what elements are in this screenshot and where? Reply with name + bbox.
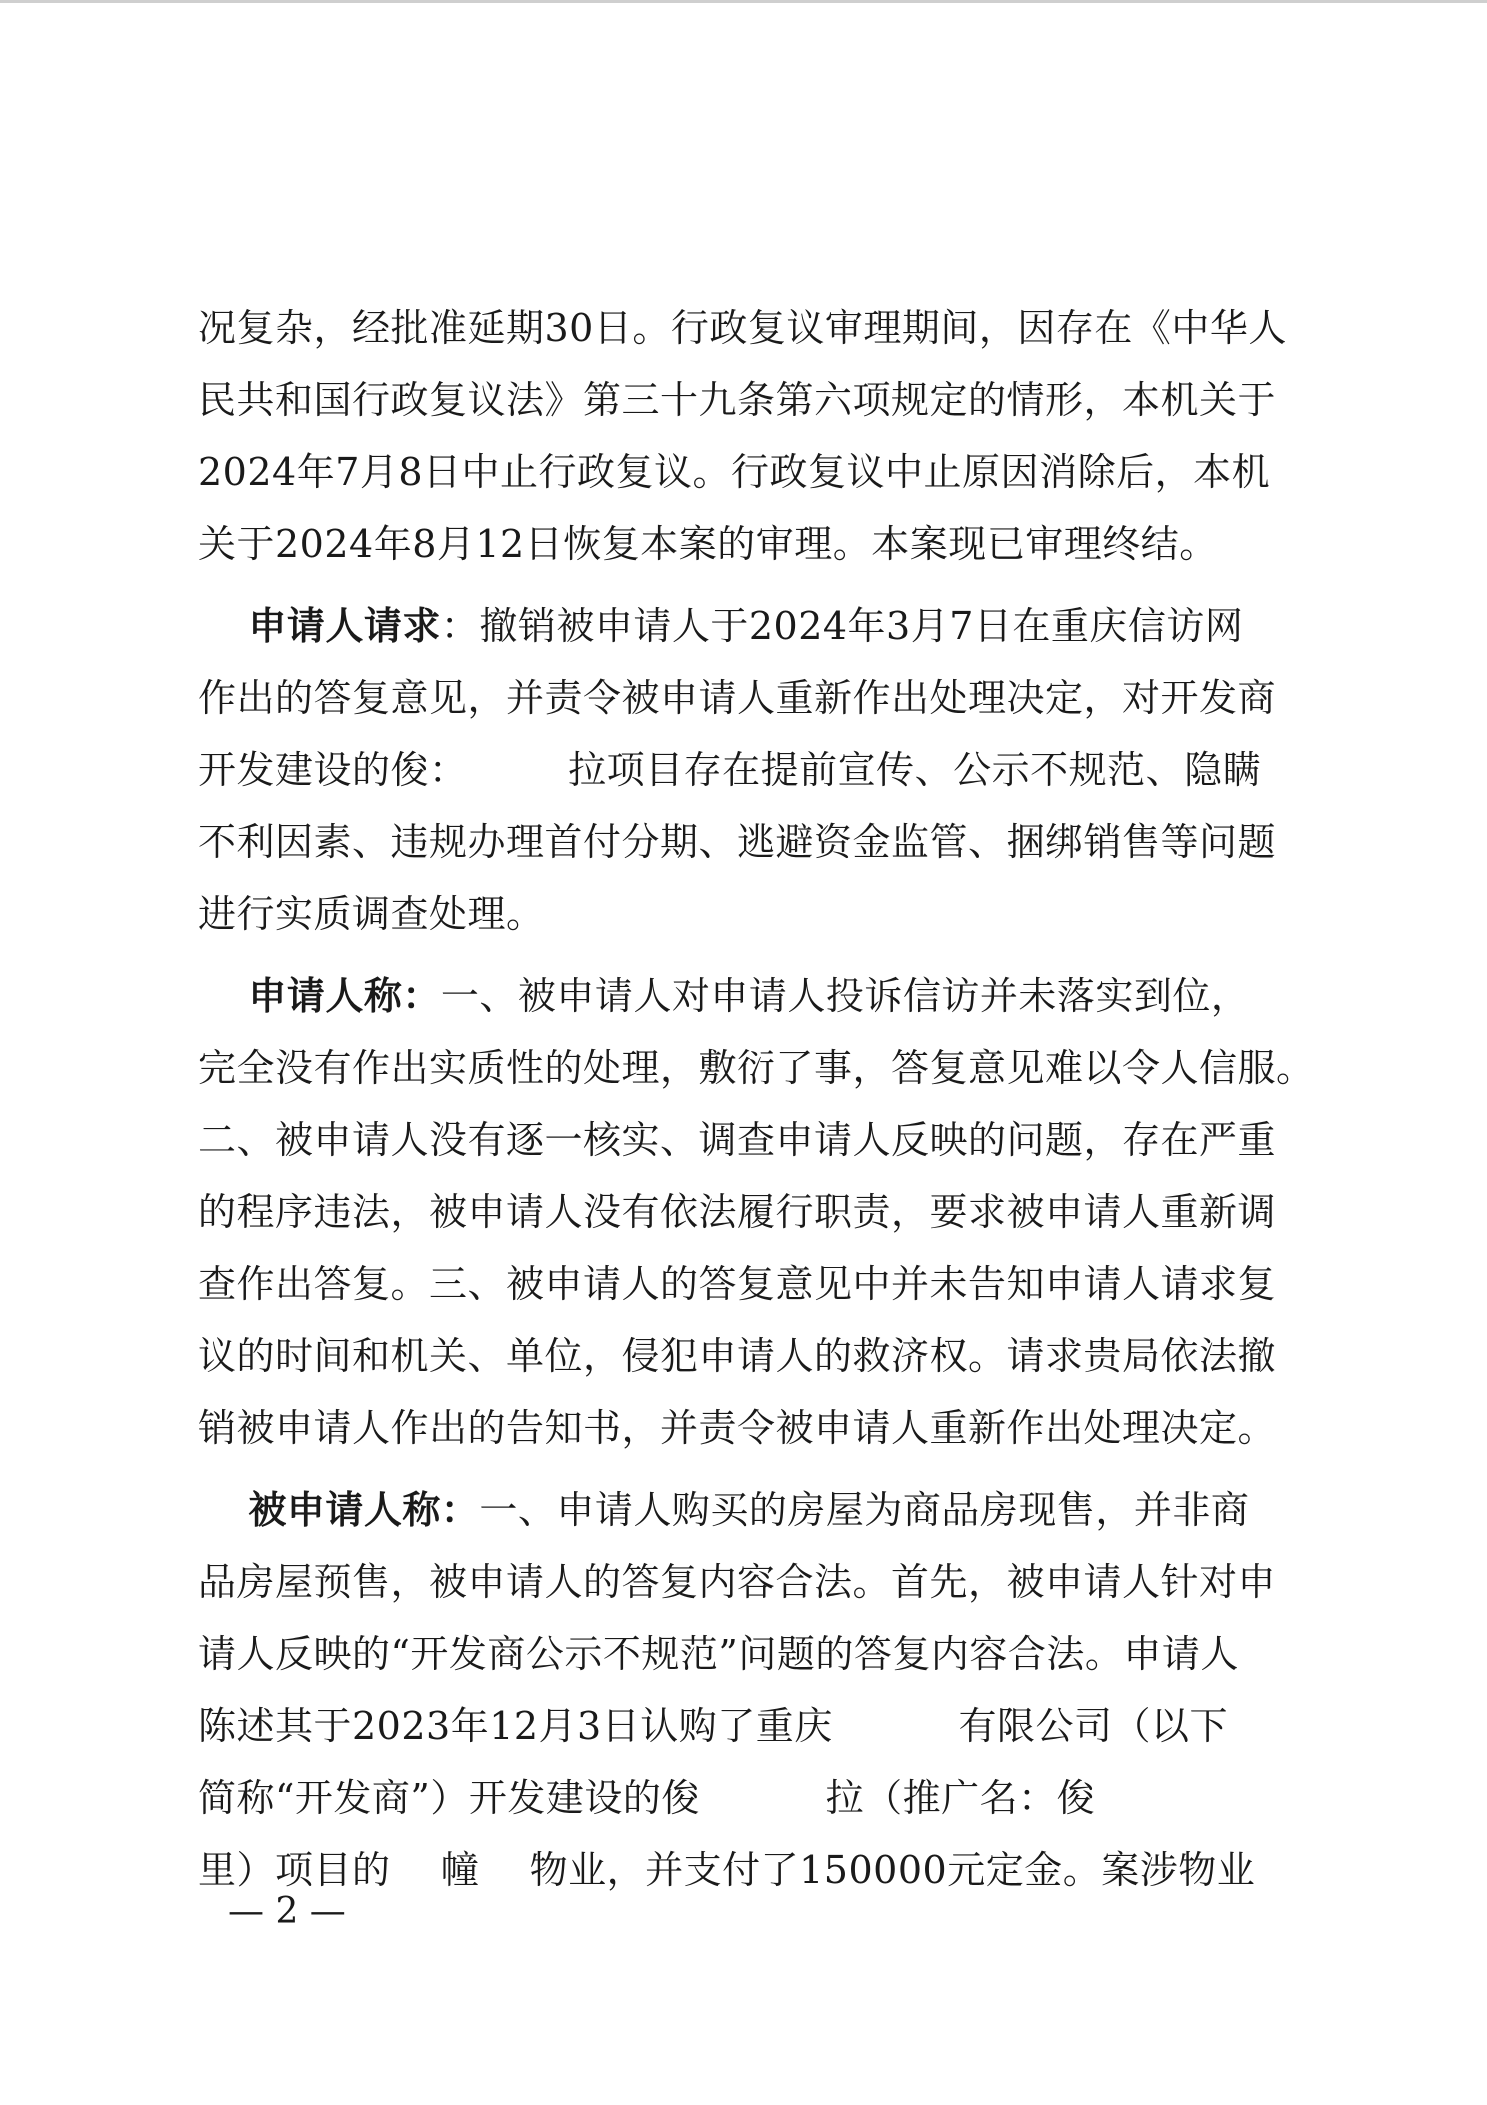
text-line: 完全没有作出实质性的处理，敷衍了事，答复意见难以令人信服。 (198, 1046, 1315, 1090)
text-line: 进行实质调查处理。 (198, 892, 545, 936)
text-line (198, 590, 1301, 662)
text-line: 陈述其于2023年12月3日认购了重庆 有限公司（以下 (198, 1704, 1229, 1748)
text-line: 二、被申请人没有逐一核实、调查申请人反映的问题，存在严重 (198, 1118, 1277, 1162)
text-line: 作出的答复意见，并责令被申请人重新作出处理决定，对开发商 (198, 676, 1277, 720)
paragraph-text: 一、申请人购买的房屋为商品房现售，并非商 (479, 1488, 1250, 1532)
text-line: 况复杂，经批准延期30日。行政复议审理期间，因存在《中华人 (198, 306, 1287, 350)
text-line: 民共和国行政复议法》第三十九条第六项规定的情形，本机关于 (198, 378, 1277, 422)
text-line: 品房屋预售，被申请人的答复内容合法。首先，被申请人针对申 (198, 1560, 1277, 1604)
text-line: 开发建设的俊： 拉项目存在提前宣传、公示不规范、隐瞒 (198, 748, 1262, 792)
page-number: — 2 — (228, 1891, 346, 1932)
top-rule (0, 0, 1487, 3)
text-line: 议的时间和机关、单位，侵犯申请人的救济权。请求贵局依法撤 (198, 1334, 1277, 1378)
text-line: 的程序违法，被申请人没有依法履行职责，要求被申请人重新调 (198, 1190, 1277, 1234)
text-line: 不利因素、违规办理首付分期、逃避资金监管、捆绑销售等问题 (198, 820, 1277, 864)
document-body (198, 292, 1315, 1906)
paragraph-text: 一、被申请人对申请人投诉信访并未落实到位， (440, 974, 1250, 1018)
paragraph-gap (198, 950, 1301, 960)
paragraph-lead: 被申请人称： (248, 1487, 480, 1532)
text-line: 请人反映的“开发商公示不规范”问题的答复内容合法。申请人 (198, 1632, 1239, 1676)
text-line: 简称“开发商”）开发建设的俊 拉（推广名：俊 (198, 1776, 1096, 1820)
text-line: 查作出答复。三、被申请人的答复意见中并未告知申请人请求复 (198, 1262, 1277, 1306)
paragraph-gap (198, 580, 1301, 590)
paragraph-lead: 申请人请求 (248, 603, 441, 648)
text-line (198, 960, 1301, 1032)
text-line: 里）项目的 幢 物业，并支付了150000元定金。案涉物业 (198, 1848, 1256, 1892)
paragraph-text: ：撤销被申请人于2024年3月7日在重庆信访网 (440, 604, 1244, 648)
paragraph-gap (198, 1464, 1301, 1474)
text-line: 2024年7月8日中止行政复议。行政复议中止原因消除后，本机 (198, 450, 1271, 494)
paragraph-lead: 申请人称： (248, 973, 441, 1018)
text-line: 关于2024年8月12日恢复本案的审理。本案现已审理终结。 (198, 522, 1218, 566)
text-line: 销被申请人作出的告知书，并责令被申请人重新作出处理决定。 (198, 1406, 1277, 1450)
text-line (198, 1474, 1301, 1546)
